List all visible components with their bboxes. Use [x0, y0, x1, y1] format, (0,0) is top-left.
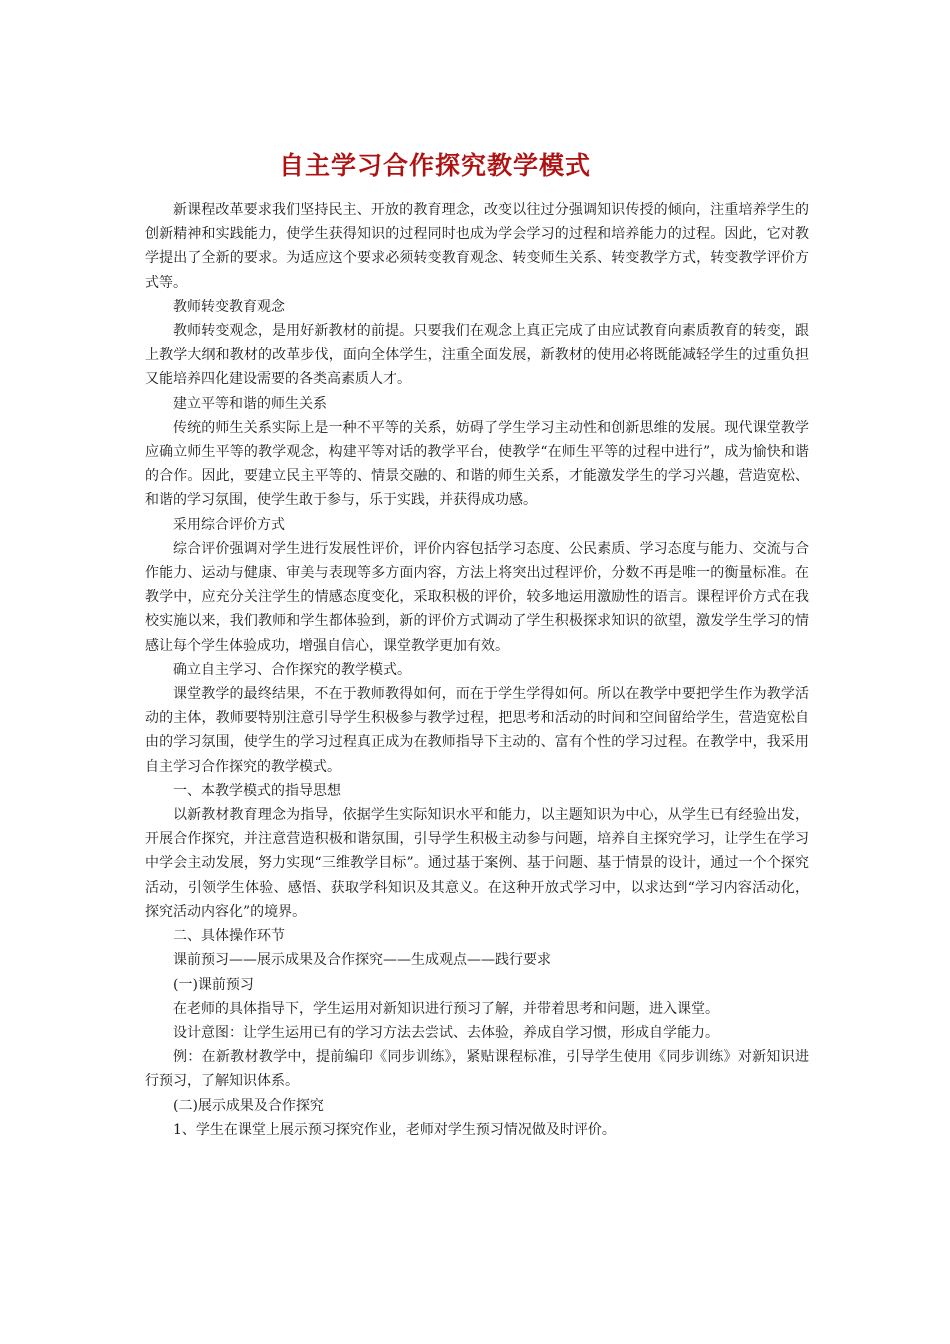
- paragraph: 传统的师生关系实际上是一种不平等的关系，妨碍了学生学习主动性和创新思维的发展。现代课堂教学应确立师生平等的教学观念，构建平等对话的教学平台，使教学“在师生平等的过程中进行”，成为愉快和谐的合作。因此，要建立民主平等的、情景交融的、和谐的师生关系，才能激发学生的学习兴趣，营造宽松、和谐的学习氛围，使学生敢于参与，乐于实践，并获得成功感。: [145, 419, 809, 509]
- paragraph: 教师转变观念，是用好新教材的前提。只要我们在观念上真正完成了由应试教育向素质教育的转变，跟上教学大纲和教材的改革步伐，面向全体学生，注重全面发展，新教材的使用必将既能减轻学生的过重负担又能培养四化建设需要的各类高素质人才。: [145, 323, 809, 388]
- paragraph-intro: 新课程改革要求我们坚持民主、开放的教育理念，改变以往过分强调知识传授的倾向，注重培养学生的创新精神和实践能力，使学生获得知识的过程同时也成为学会学习的过程和培养能力的过程。因此，它对教学提出了全新的要求。为适应这个要求必须转变教育观念、转变师生关系、转变教学方式，转变教学评价方式等。: [145, 202, 809, 291]
- subsection-heading: (二)展示成果及合作探究: [173, 1097, 324, 1114]
- section-heading: 建立平等和谐的师生关系: [173, 395, 327, 412]
- paragraph: 在老师的具体指导下，学生运用对新知识进行预习了解，并带着思考和问题，进入课堂。: [173, 1000, 719, 1017]
- paragraph: 课堂教学的最终结果，不在于教师教得如何，而在于学生学得如何。所以在教学中要把学生作为教学活动的主体，教师要特别注意引导学生积极参与教学过程，把思考和活动的时间和空间留给学生，营造宽松自由的学习氛围，使学生的学习过程真正成为在教师指导下主动的、富有个性的学习过程。在教学中，我采用自主学习合作探究的教学模式。: [145, 686, 809, 775]
- paragraph: 设计意图：让学生运用已有的学习方法去尝试、去体验，养成自学习惯，形成自学能力。: [173, 1024, 719, 1041]
- paragraph: 1、学生在课堂上展示预习探究作业，老师对学生预习情况做及时评价。: [173, 1121, 616, 1138]
- section-heading: 采用综合评价方式: [173, 516, 285, 533]
- document-title: 自主学习合作探究教学模式: [278, 150, 591, 180]
- process-flow-line: 课前预习——展示成果及合作探究——生成观点——践行要求: [173, 952, 551, 969]
- section-heading: 二、具体操作环节: [173, 928, 285, 945]
- paragraph: 例：在新教材教学中，提前编印《同步训练》，紧贴课程标准，引导学生使用《同步训练》对新知识进行预习，了解知识体系。: [145, 1049, 809, 1090]
- section-heading: 确立自主学习、合作探究的教学模式。: [173, 661, 411, 678]
- paragraph: 以新教材教育理念为指导，依据学生实际知识水平和能力，以主题知识为中心，从学生已有经验出发，开展合作探究，并注意营造积极和谐氛围，引导学生积极主动参与问题，培养自主探究学习，让学生在学习中学会主动发展，努力实现“三维教学目标”。通过基于案例、基于问题、基于情景的设计，通过一个个探究活动，引领学生体验、感悟、获取学科知识及其意义。在这种开放式学习中，以求达到“学习内容活动化，探究活动内容化”的境界。: [145, 807, 809, 920]
- section-heading: 教师转变教育观念: [173, 298, 285, 315]
- paragraph: 综合评价强调对学生进行发展性评价，评价内容包括学习态度、公民素质、学习态度与能力、交流与合作能力、运动与健康、审美与表现等多方面内容，方法上将突出过程评价，分数不再是唯一的衡量标准。在教学中，应充分关注学生的情感态度变化，采取积极的评价，较多地运用激励性的语言。课程评价方式在我校实施以来，我们教师和学生都体验到，新的评价方式调动了学生积极探求知识的欲望，激发学生学习的情感让每个学生体验成功，增强自信心，课堂教学更加有效。: [145, 540, 809, 654]
- section-heading: 一、本教学模式的指导思想: [173, 782, 341, 799]
- subsection-heading: (一)课前预习: [173, 976, 254, 993]
- document-body: [145, 198, 809, 1142]
